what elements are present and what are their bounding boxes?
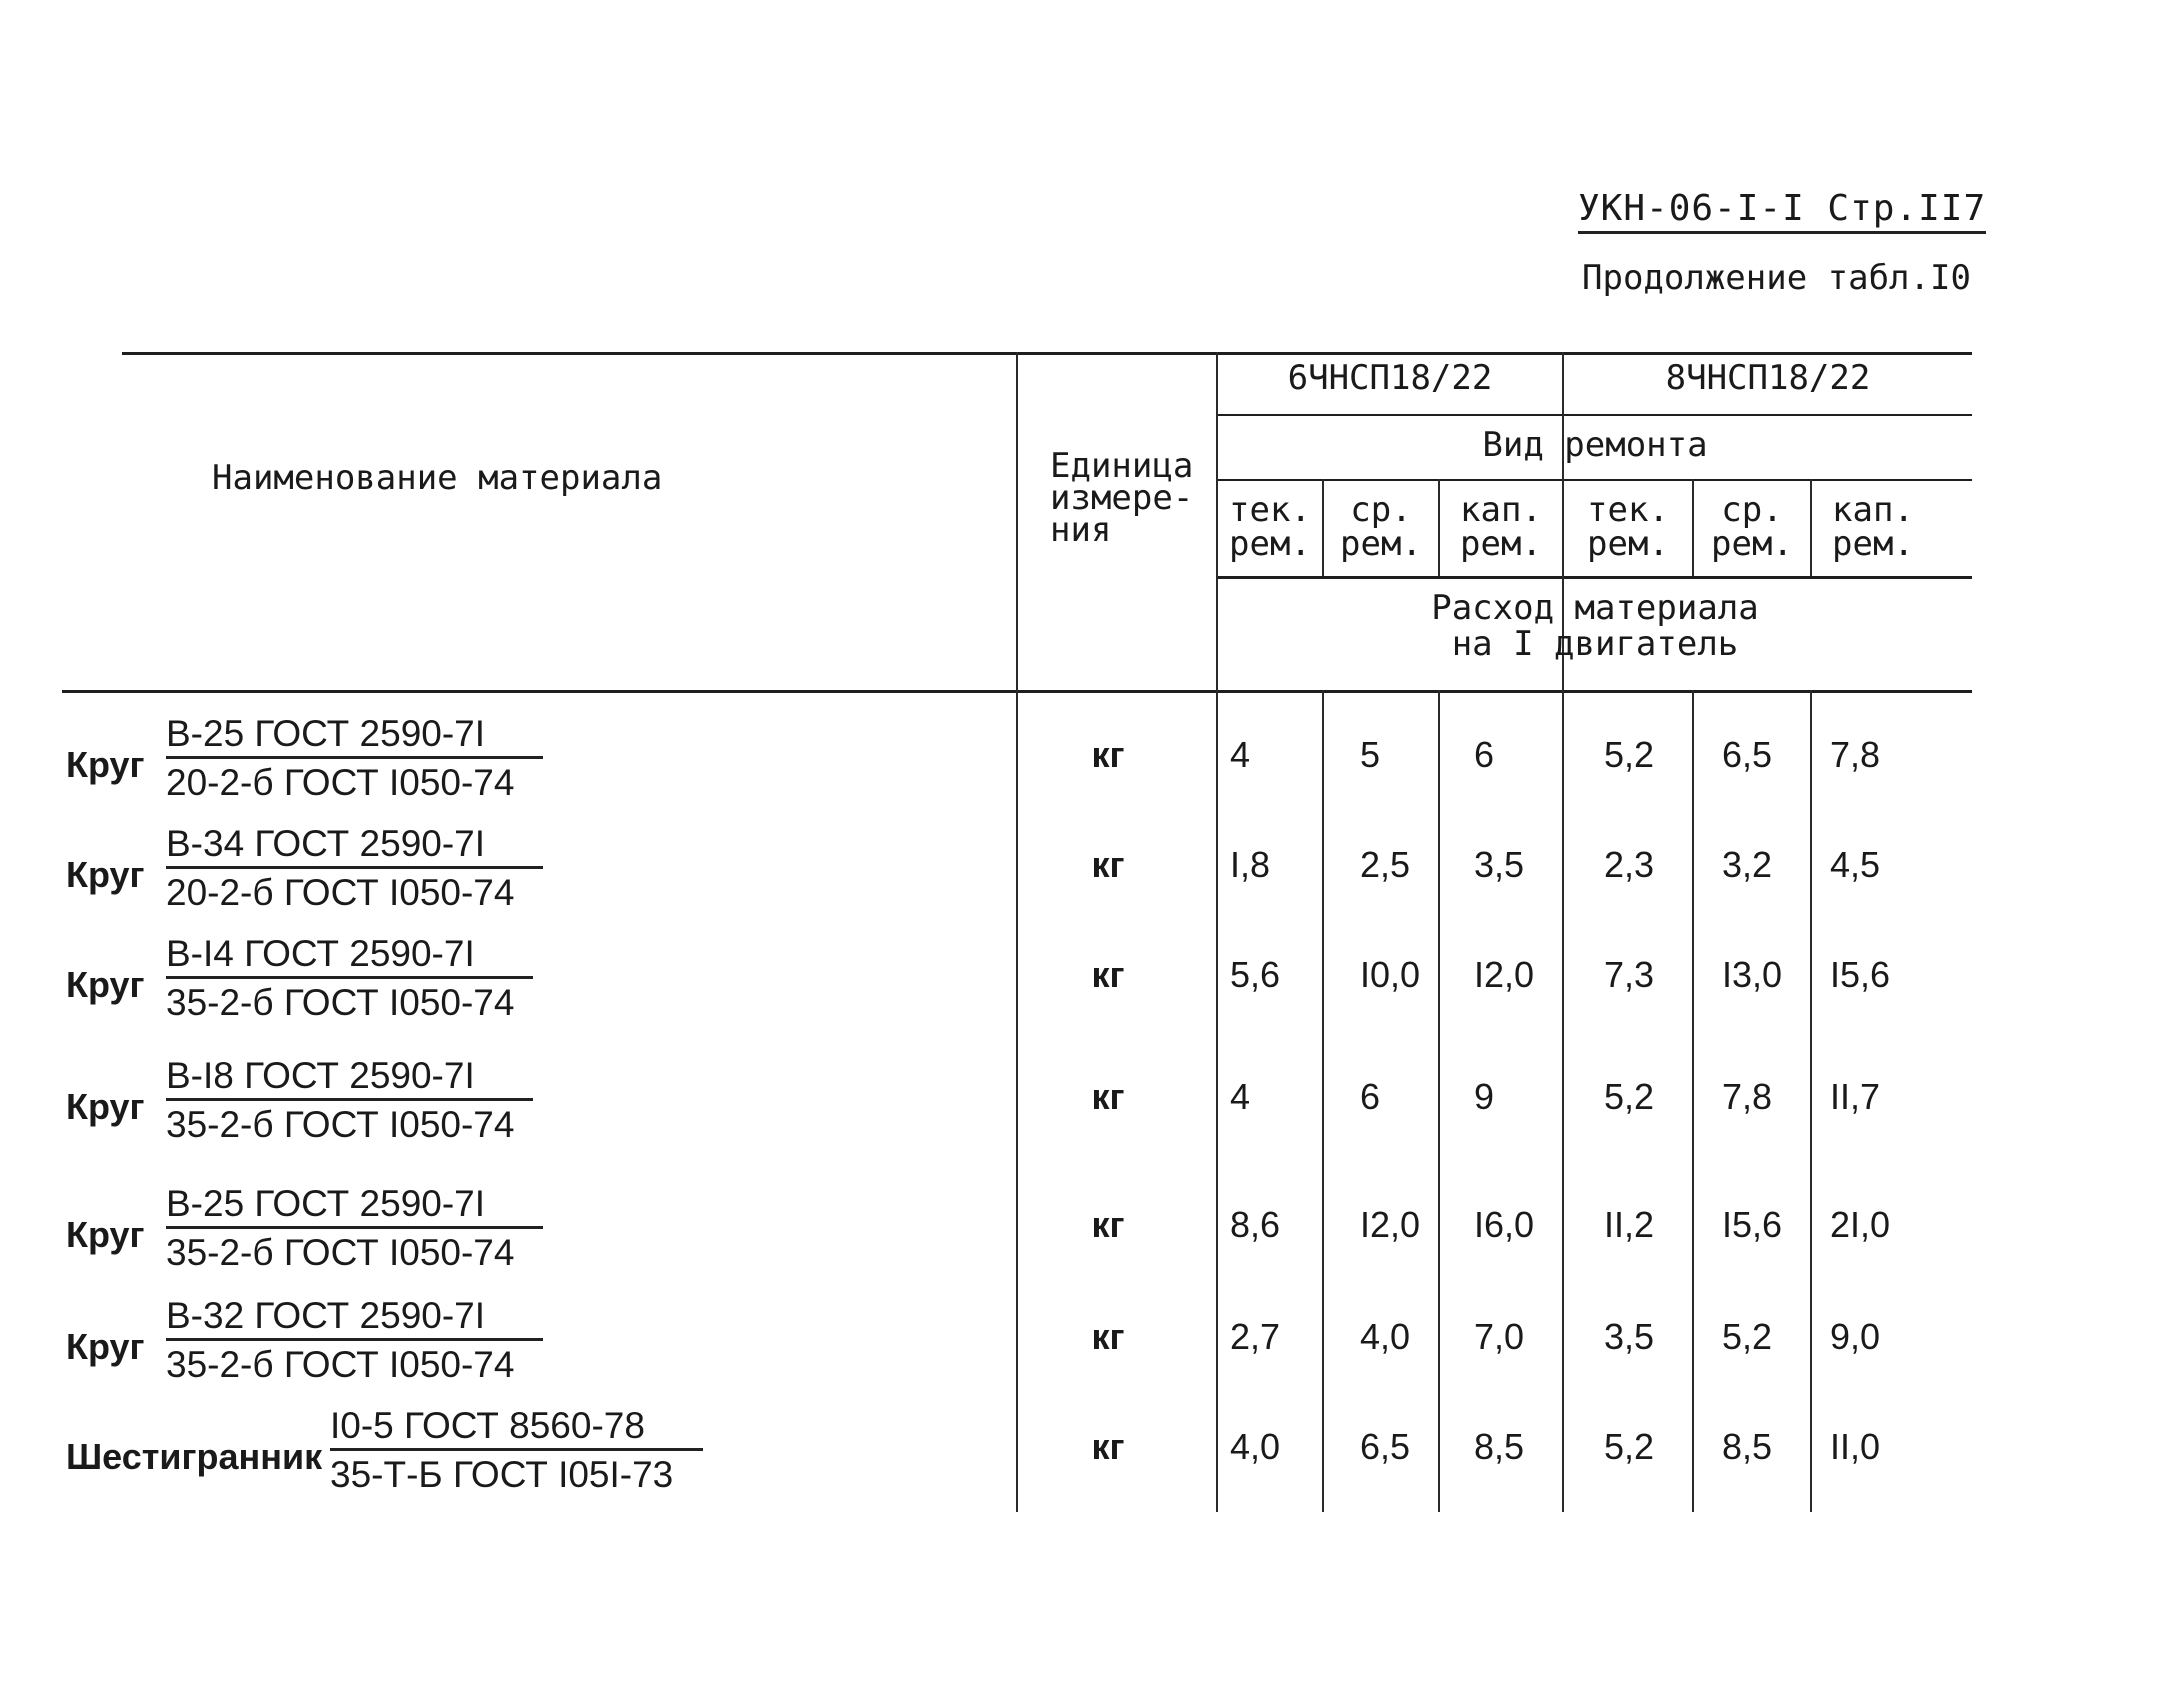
repair-col-1-line-1: тек. — [1229, 490, 1311, 530]
unit-header-line-1: Единица — [1050, 446, 1194, 486]
repair-col-3-line-1: кап. — [1460, 490, 1542, 530]
repair-col-2 — [1324, 490, 1438, 564]
value-cell: 2,5 — [1360, 844, 1411, 885]
consumption-line-1: Расход материала — [1431, 588, 1759, 628]
material-spec-fraction — [166, 1054, 533, 1149]
value-cell: I3,0 — [1722, 954, 1783, 995]
spec-denominator: 35-2-б ГОСТ I050-74 — [166, 1104, 515, 1145]
spec-numerator: В-32 ГОСТ 2590-7I — [166, 1294, 543, 1341]
divider-col-4-body — [1692, 690, 1694, 1512]
repair-col-2-line-1: ср. — [1350, 490, 1412, 530]
material-spec-fraction — [166, 932, 533, 1027]
spec-denominator: 35-Т-Б ГОСТ I05I-73 — [330, 1454, 674, 1495]
repair-col-6-line-1: кап. — [1832, 490, 1914, 530]
repair-col-5-line-1: ср. — [1721, 490, 1783, 530]
divider-col-5-body — [1810, 690, 1812, 1512]
value-cell: 4,0 — [1360, 1316, 1411, 1357]
spec-denominator: 35-2-б ГОСТ I050-74 — [166, 1344, 515, 1385]
value-cell: 5,2 — [1604, 1426, 1655, 1467]
repair-col-6 — [1812, 490, 1934, 564]
value-cell: 3,2 — [1722, 844, 1773, 885]
value-cell: 4,0 — [1230, 1426, 1281, 1467]
material-name: Круг — [66, 854, 145, 895]
value-cell: I6,0 — [1474, 1204, 1535, 1245]
unit-cell: кг — [1091, 1204, 1125, 1245]
value-cell: 5,2 — [1604, 734, 1655, 775]
value-cell: 8,6 — [1230, 1204, 1281, 1245]
divider-col-2-body — [1438, 690, 1440, 1512]
value-cell: 5,2 — [1604, 1076, 1655, 1117]
value-cell: 5,2 — [1722, 1316, 1773, 1357]
spec-denominator: 35-2-б ГОСТ I050-74 — [166, 982, 515, 1023]
repair-col-3-line-2: рем. — [1460, 524, 1542, 564]
spec-denominator: 35-2-б ГОСТ I050-74 — [166, 1232, 515, 1273]
repair-col-4-line-2: рем. — [1587, 524, 1669, 564]
value-cell: 9,0 — [1830, 1316, 1881, 1357]
engine-header-2: 8ЧНСП18/22 — [1665, 358, 1871, 398]
value-cell: I,8 — [1230, 844, 1271, 885]
repair-col-6-line-2: рем. — [1832, 524, 1914, 564]
value-cell: 7,3 — [1604, 954, 1655, 995]
repair-col-2-line-2: рем. — [1340, 524, 1422, 564]
col-header-material: Наименование материала — [212, 458, 663, 498]
value-cell: 4,5 — [1830, 844, 1881, 885]
unit-header-line-2: измере- — [1050, 478, 1194, 518]
unit-cell: кг — [1091, 1316, 1125, 1357]
material-name: Круг — [66, 1326, 145, 1367]
value-cell: 4 — [1230, 734, 1251, 775]
spec-numerator: В-25 ГОСТ 2590-7I — [166, 1182, 543, 1229]
material-spec-fraction — [166, 1182, 543, 1277]
material-name: Круг — [66, 744, 145, 785]
repair-col-3 — [1440, 490, 1562, 564]
unit-header-line-3: ния — [1050, 510, 1112, 550]
consumption-line-2: на I двигатель — [1451, 624, 1739, 664]
value-cell: 6 — [1474, 734, 1495, 775]
repair-col-4 — [1564, 490, 1692, 564]
repair-col-1-line-2: рем. — [1229, 524, 1311, 564]
value-cell: 3,5 — [1604, 1316, 1655, 1357]
value-cell: I2,0 — [1360, 1204, 1421, 1245]
engine-header-1: 6ЧНСП18/22 — [1287, 358, 1493, 398]
material-name: Круг — [66, 1086, 145, 1127]
value-cell: 6,5 — [1722, 734, 1773, 775]
value-cell: 4 — [1230, 1076, 1251, 1117]
material-name: Круг — [66, 1214, 145, 1255]
material-spec-fraction — [166, 712, 543, 807]
value-cell: 6,5 — [1360, 1426, 1411, 1467]
spec-numerator: I0-5 ГОСТ 8560-78 — [330, 1404, 703, 1451]
value-cell: II,7 — [1830, 1076, 1881, 1117]
col-header-unit — [1050, 446, 1194, 550]
unit-cell: кг — [1091, 734, 1125, 775]
value-cell: 2,7 — [1230, 1316, 1281, 1357]
value-cell: 3,5 — [1474, 844, 1525, 885]
value-cell: 9 — [1474, 1076, 1495, 1117]
value-cell: II,0 — [1830, 1426, 1881, 1467]
unit-cell: кг — [1091, 844, 1125, 885]
unit-cell: кг — [1091, 1426, 1125, 1467]
value-cell: II,2 — [1604, 1204, 1655, 1245]
table-top-rule — [122, 352, 1972, 355]
value-cell: 5 — [1360, 734, 1381, 775]
repair-col-5-line-2: рем. — [1711, 524, 1793, 564]
spec-denominator: 20-2-б ГОСТ I050-74 — [166, 762, 515, 803]
value-cell: 2I,0 — [1830, 1204, 1891, 1245]
value-cell: 8,5 — [1722, 1426, 1773, 1467]
spec-numerator: В-I8 ГОСТ 2590-7I — [166, 1054, 533, 1101]
repair-col-1 — [1218, 490, 1322, 564]
value-cell: 6 — [1360, 1076, 1381, 1117]
value-cell: I5,6 — [1830, 954, 1891, 995]
material-name: Шестигранник — [66, 1436, 323, 1477]
divider-name-unit — [1016, 352, 1018, 1512]
value-cell: I5,6 — [1722, 1204, 1783, 1245]
material-spec-fraction — [166, 822, 543, 917]
value-cell: 7,8 — [1722, 1076, 1773, 1117]
consumption-header — [1218, 590, 1972, 662]
material-name: Круг — [66, 964, 145, 1005]
value-cell: 7,0 — [1474, 1316, 1525, 1357]
table-continuation-caption: Продолжение табл.I0 — [1582, 258, 1971, 298]
repair-col-4-line-1: тек. — [1587, 490, 1669, 530]
document-code: УКН-06-I-I Стр.II7 — [1578, 188, 1986, 234]
unit-cell: кг — [1091, 954, 1125, 995]
spec-numerator: В-34 ГОСТ 2590-7I — [166, 822, 543, 869]
repair-col-5 — [1694, 490, 1810, 564]
value-cell: 8,5 — [1474, 1426, 1525, 1467]
value-cell: I2,0 — [1474, 954, 1535, 995]
value-cell: 2,3 — [1604, 844, 1655, 885]
repair-type-rule — [1218, 479, 1972, 481]
spec-denominator: 20-2-б ГОСТ I050-74 — [166, 872, 515, 913]
value-cell: 5,6 — [1230, 954, 1281, 995]
repair-cols-rule — [1218, 576, 1972, 579]
divider-col-1-body — [1322, 690, 1324, 1512]
unit-cell: кг — [1091, 1076, 1125, 1117]
material-spec-fraction — [166, 1294, 543, 1389]
value-cell: I0,0 — [1360, 954, 1421, 995]
engine-rule — [1218, 414, 1972, 416]
spec-numerator: В-25 ГОСТ 2590-7I — [166, 712, 543, 759]
value-cell: 7,8 — [1830, 734, 1881, 775]
repair-type-header: Вид ремонта — [1482, 425, 1708, 465]
material-spec-fraction — [330, 1404, 703, 1499]
spec-numerator: В-I4 ГОСТ 2590-7I — [166, 932, 533, 979]
